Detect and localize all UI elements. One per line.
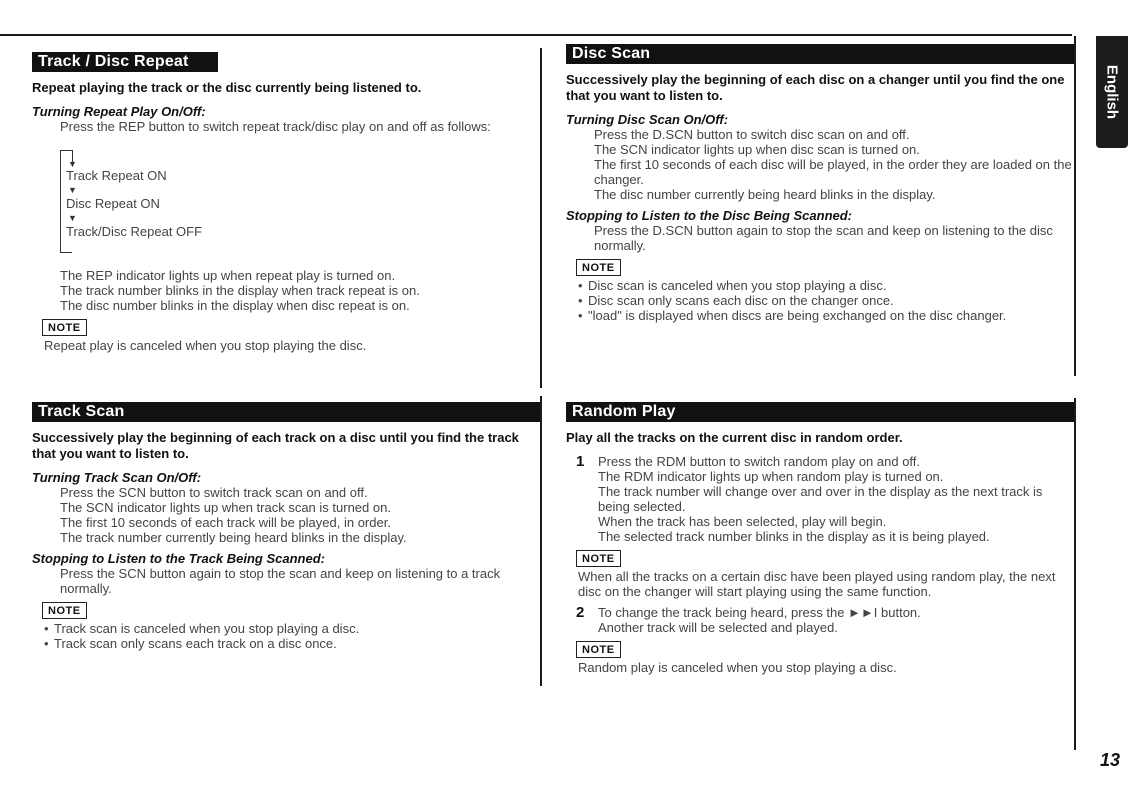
step-number: 2 — [576, 604, 585, 621]
repeat-cycle-diagram — [60, 140, 540, 260]
language-tab — [1096, 36, 1128, 148]
instruction-text: The track number currently being heard blinks in the display. — [60, 530, 407, 545]
instruction-text: The SCN indicator lights up when track scan is turned on. — [60, 500, 391, 515]
instruction-text: Press the REP button to switch repeat track/disc play on and off as follows: — [60, 119, 491, 134]
instruction-text: Press the SCN button again to stop the scan and keep on listening to a track normally. — [60, 566, 501, 596]
note-text: When all the tracks on a certain disc have been played using random play, the next disc on the changer will start playing using the same function. — [578, 569, 1056, 599]
column-divider — [1074, 36, 1076, 376]
note-item: • Disc scan only scans each disc on the changer once. — [578, 293, 1074, 308]
status-line: The track number blinks in the display when track repeat is on. — [60, 283, 420, 298]
subheading: Turning Repeat Play On/Off: — [32, 104, 206, 119]
step-1 — [566, 454, 1074, 544]
section-intro: Successively play the beginning of each disc on a changer until you find the one that you want to listen to. — [566, 72, 1065, 103]
note-list — [566, 278, 1074, 323]
subheading: Turning Track Scan On/Off: — [32, 470, 202, 485]
subheading: Stopping to Listen to the Disc Being Scanned: — [566, 208, 853, 223]
note-label: NOTE — [42, 602, 87, 619]
instruction-text: Press the RDM button to switch random play on and off. — [598, 454, 921, 469]
note-list — [32, 621, 540, 651]
step-number: 1 — [576, 453, 585, 470]
note-item: • Disc scan is canceled when you stop playing a disc. — [578, 278, 1074, 293]
instruction-text: The first 10 seconds of each track will be played, in order. — [60, 515, 391, 530]
section-title: Random Play — [566, 402, 1074, 422]
page-number: 13 — [1100, 750, 1121, 770]
column-divider — [540, 48, 542, 388]
instruction-text: The selected track number blinks in the display as it is being played. — [598, 529, 990, 544]
status-line: The disc number blinks in the display when disc repeat is on. — [60, 298, 410, 313]
note-item: • Track scan only scans each track on a disc once. — [44, 636, 540, 651]
note-item: • "load" is displayed when discs are being exchanged on the disc changer. — [578, 308, 1074, 323]
section-intro: Successively play the beginning of each track on a disc until you find the track that you want to listen to. — [32, 430, 519, 461]
section-track-disc-repeat — [32, 52, 540, 353]
instruction-text: The RDM indicator lights up when random play is turned on. — [598, 469, 944, 484]
section-intro: Play all the tracks on the current disc in random order. — [566, 430, 903, 445]
section-track-scan — [32, 402, 540, 651]
instruction-text: The track number will change over and over in the display as the next track is being selected. — [598, 484, 1043, 514]
instruction-text: To change the track being heard, press the ►►I button. — [598, 605, 921, 620]
section-title: Track / Disc Repeat — [32, 52, 218, 72]
section-random-play — [566, 402, 1074, 675]
instruction-text: The first 10 seconds of each disc will be played, in the order they are loaded on the changer. — [594, 157, 1072, 187]
note-label: NOTE — [576, 259, 621, 276]
note-label: NOTE — [576, 550, 621, 567]
note-item: • Track scan is canceled when you stop playing a disc. — [44, 621, 540, 636]
flow-step: Disc Repeat ON — [66, 196, 160, 211]
note-text: Repeat play is canceled when you stop playing the disc. — [44, 338, 367, 353]
column-divider — [540, 396, 542, 686]
status-line: The REP indicator lights up when repeat play is turned on. — [60, 268, 396, 283]
column-divider — [1074, 398, 1076, 750]
instruction-text: When the track has been selected, play will begin. — [598, 514, 887, 529]
language-tab-label: English — [1103, 64, 1121, 120]
note-label: NOTE — [42, 319, 87, 336]
section-title: Track Scan — [32, 402, 540, 422]
flow-step: Track/Disc Repeat OFF — [66, 224, 203, 239]
subheading: Stopping to Listen to the Track Being Scanned: — [32, 551, 326, 566]
note-text: Random play is canceled when you stop playing a disc. — [578, 660, 897, 675]
instruction-text: Press the D.SCN button again to stop the scan and keep on listening to the disc normally. — [594, 223, 1053, 253]
header-rule — [0, 34, 1072, 36]
arrow-down-icon: ▼ — [68, 185, 77, 195]
subheading: Turning Disc Scan On/Off: — [566, 112, 729, 127]
instruction-text: Press the D.SCN button to switch disc scan on and off. — [594, 127, 910, 142]
step-2 — [566, 605, 1074, 635]
note-label: NOTE — [576, 641, 621, 658]
instruction-text: The disc number currently being heard blinks in the display. — [594, 187, 936, 202]
section-disc-scan — [566, 44, 1074, 323]
instruction-text: The SCN indicator lights up when disc scan is turned on. — [594, 142, 920, 157]
arrow-down-icon: ▼ — [68, 159, 77, 169]
flow-step: Track Repeat ON — [66, 168, 167, 183]
section-title: Disc Scan — [566, 44, 1074, 64]
section-intro: Repeat playing the track or the disc currently being listened to. — [32, 80, 422, 95]
instruction-text: Another track will be selected and played. — [598, 620, 838, 635]
arrow-down-icon: ▼ — [68, 213, 77, 223]
instruction-text: Press the SCN button to switch track scan on and off. — [60, 485, 368, 500]
